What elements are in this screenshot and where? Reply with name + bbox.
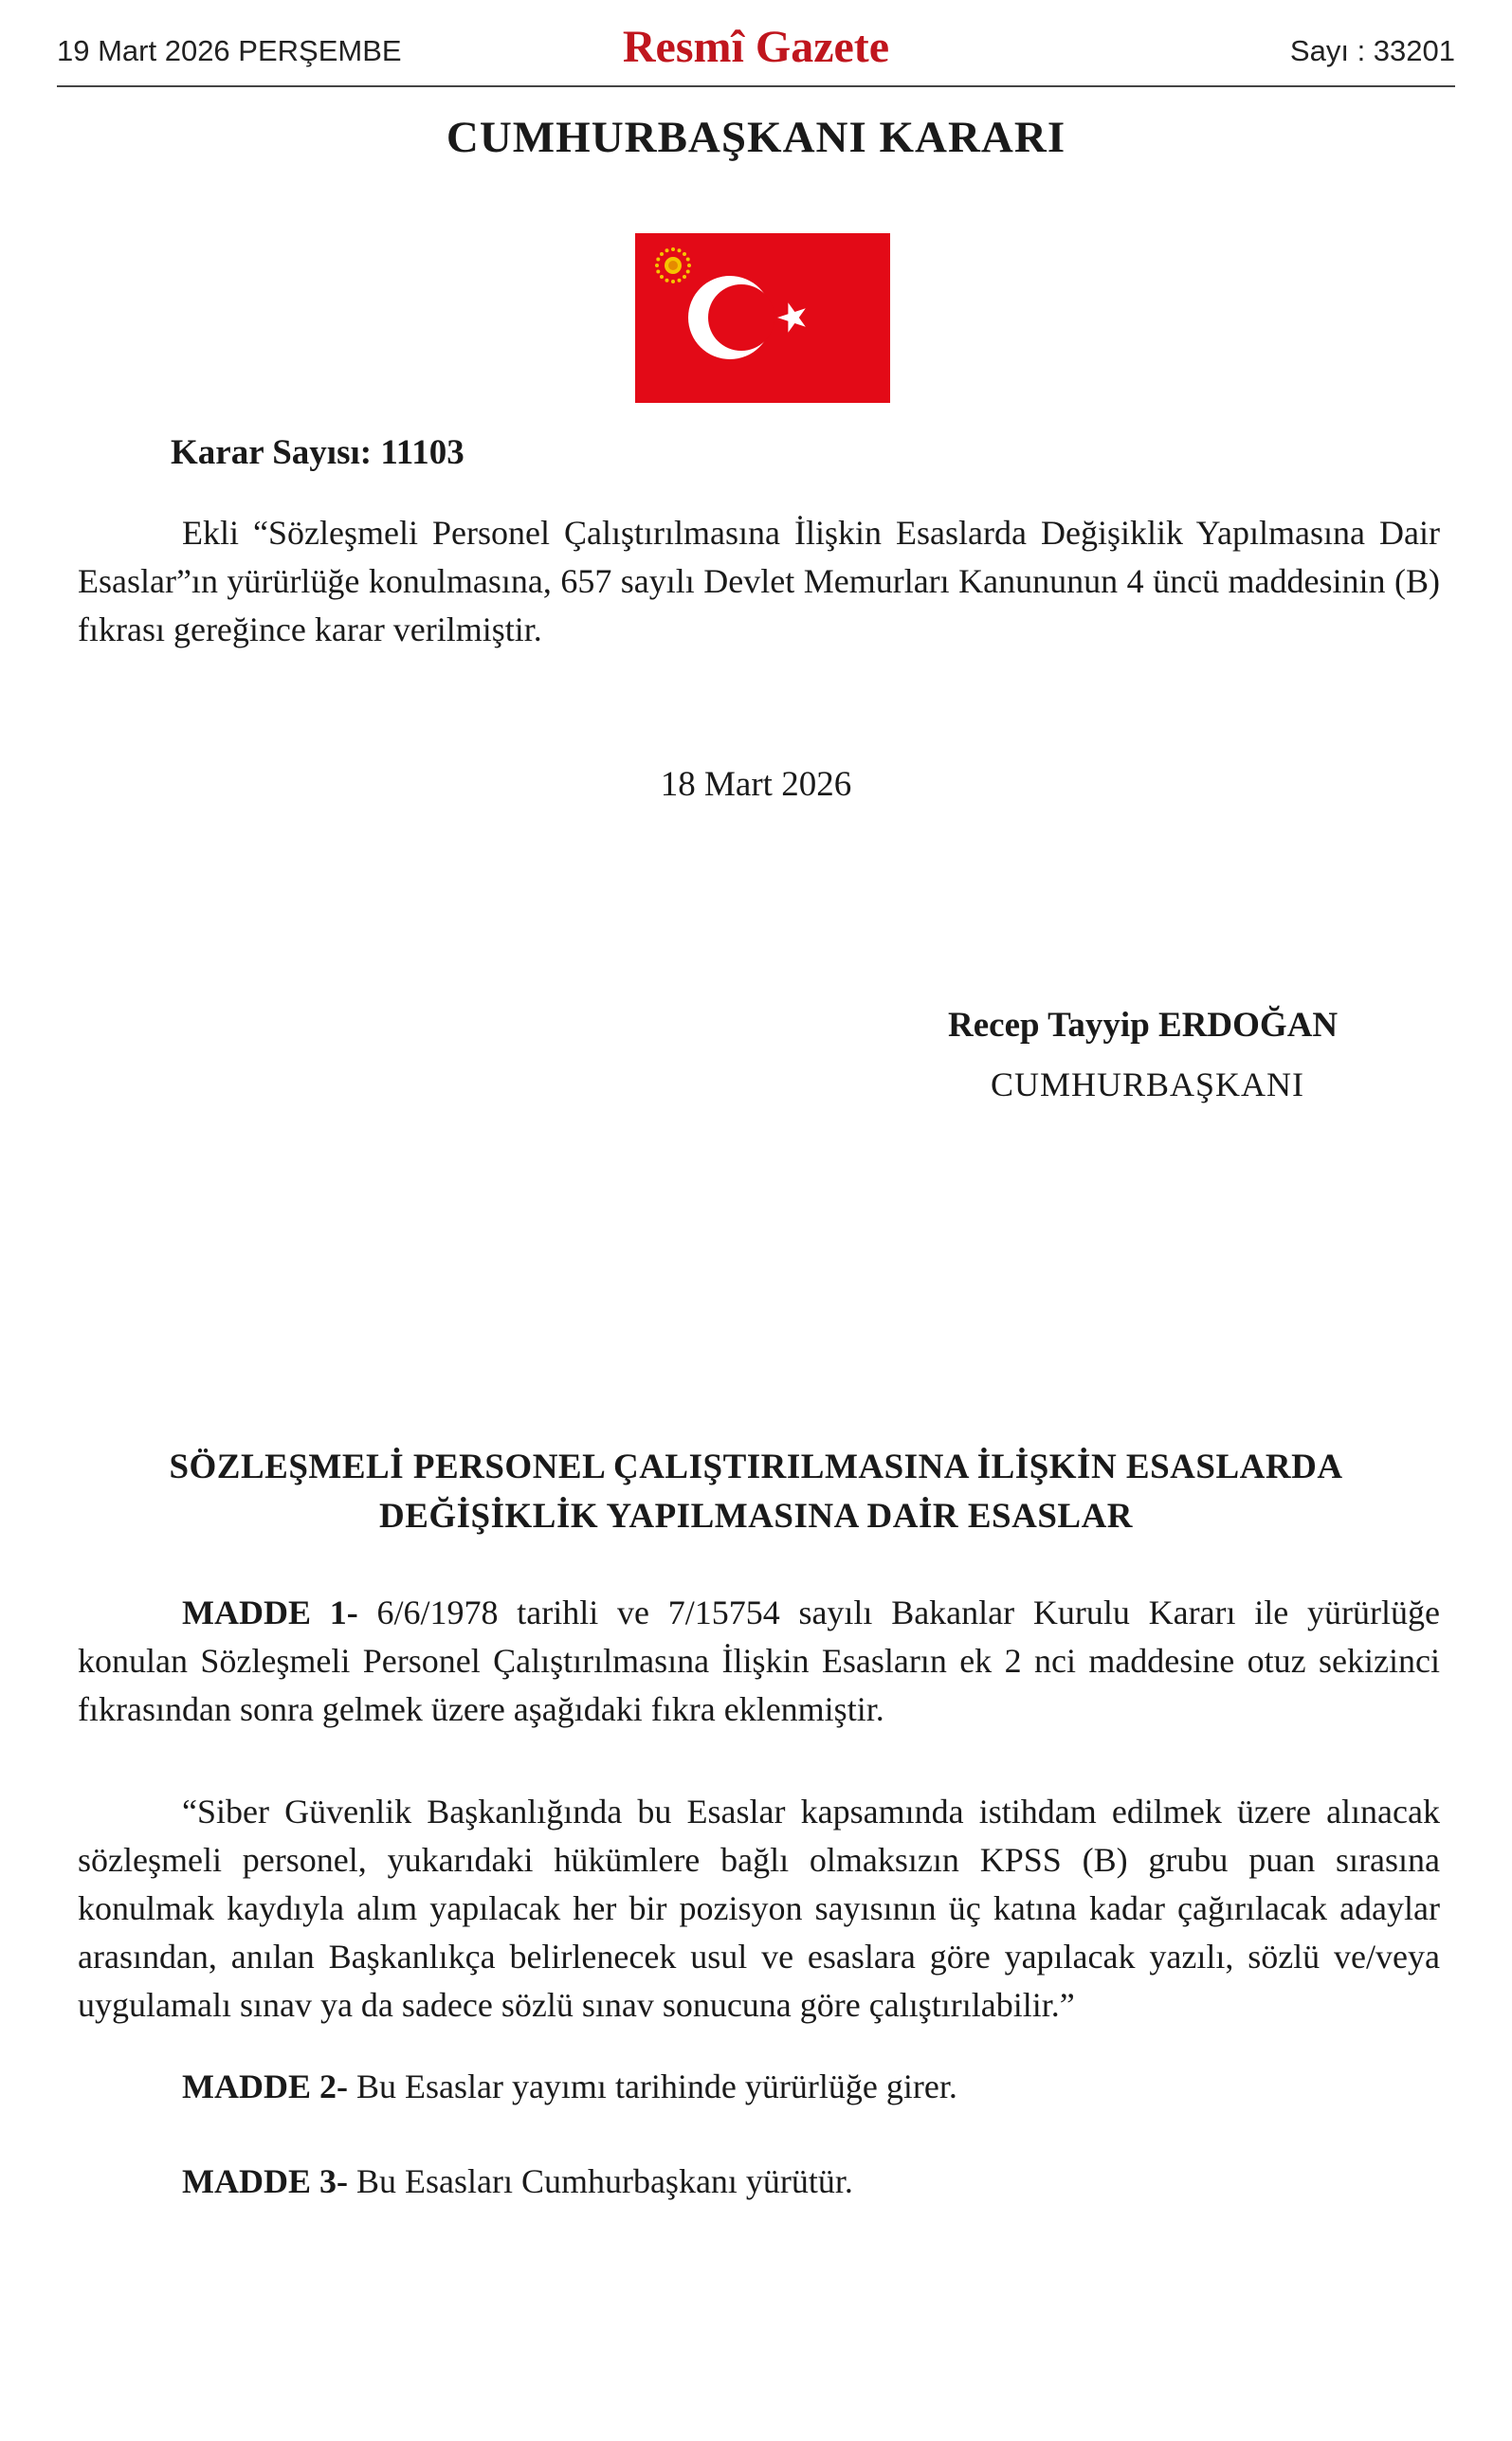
annex-title — [0, 1443, 1512, 1541]
added-paragraph-quote: “Siber Güvenlik Başkanlığında bu Esaslar kapsamında istihdam edilmek üzere alınacak sözleşmeli personel, yukarıdaki hükümlere bağlı olmaksızın KPSS (B) grubu puan sırasına konulmak kaydıyla alım yapılacak her bir pozisyon sayısının üç katına kadar çağırılacak adaylar arasından, anılan Başkanlıkça belirlenecek usul ve esaslara göre yapılacak yazılı, sözlü ve/veya uygulamalı sınav ya da sadece sözlü sınav sonucuna göre çalıştırılabilir.” — [78, 1793, 1440, 2024]
article-3-label: MADDE 3- — [182, 2162, 348, 2200]
header-date: 19 Mart 2026 PERŞEMBE — [57, 34, 402, 67]
signer-title: CUMHURBAŞKANI — [991, 1066, 1305, 1103]
article-3-text: Bu Esasları Cumhurbaşkanı yürütür. — [347, 2162, 853, 2200]
article-2-label: MADDE 2- — [182, 2068, 348, 2105]
annex-title-line-1: SÖZLEŞMELİ PERSONEL ÇALIŞTIRILMASINA İLİŞKİN ESASLARDA — [169, 1448, 1343, 1486]
issue-number: Sayı : 33201 — [1289, 34, 1455, 67]
article-1 — [78, 1589, 1440, 1734]
decree-number: Karar Sayısı: 11103 — [171, 433, 465, 472]
article-2 — [78, 2063, 1440, 2111]
article-2-text: Bu Esaslar yayımı tarihinde yürürlüğe girer. — [347, 2068, 957, 2105]
turkish-flag-icon — [635, 233, 890, 403]
article-1-text: 6/6/1978 tarihli ve 7/15754 sayılı Bakanlar Kurulu Kararı ile yürürlüğe konulan Sözleşmeli Personel Çalıştırılmasına İlişkin Esasların ek 2 nci maddesine otuz sekizinci fıkrasından sonra gelmek üzere aşağıdaki fıkra eklenmiştir. — [78, 1594, 1440, 1728]
signer-name: Recep Tayyip ERDOĞAN — [948, 1006, 1339, 1045]
decree-intro-paragraph: Ekli “Sözleşmeli Personel Çalıştırılmasına İlişkin Esaslarda Değişiklik Yapılmasına Dair Esaslar”ın yürürlüğe konulmasına, 657 sayılı Devlet Memurları Kanununun 4 üncü maddesinin (B) fıkrası gereğince karar verilmiştir. — [78, 514, 1440, 648]
decree-date: 18 Mart 2026 — [660, 765, 852, 804]
gazette-name: Resmî Gazete — [622, 22, 890, 72]
annex-title-line-2: DEĞİŞİKLİK YAPILMASINA DAİR ESASLAR — [378, 1497, 1134, 1536]
gazette-header — [57, 22, 1455, 87]
article-1-label: MADDE 1- — [182, 1594, 358, 1631]
article-3 — [78, 2158, 1440, 2206]
decree-title: CUMHURBAŞKANI KARARI — [446, 113, 1066, 162]
